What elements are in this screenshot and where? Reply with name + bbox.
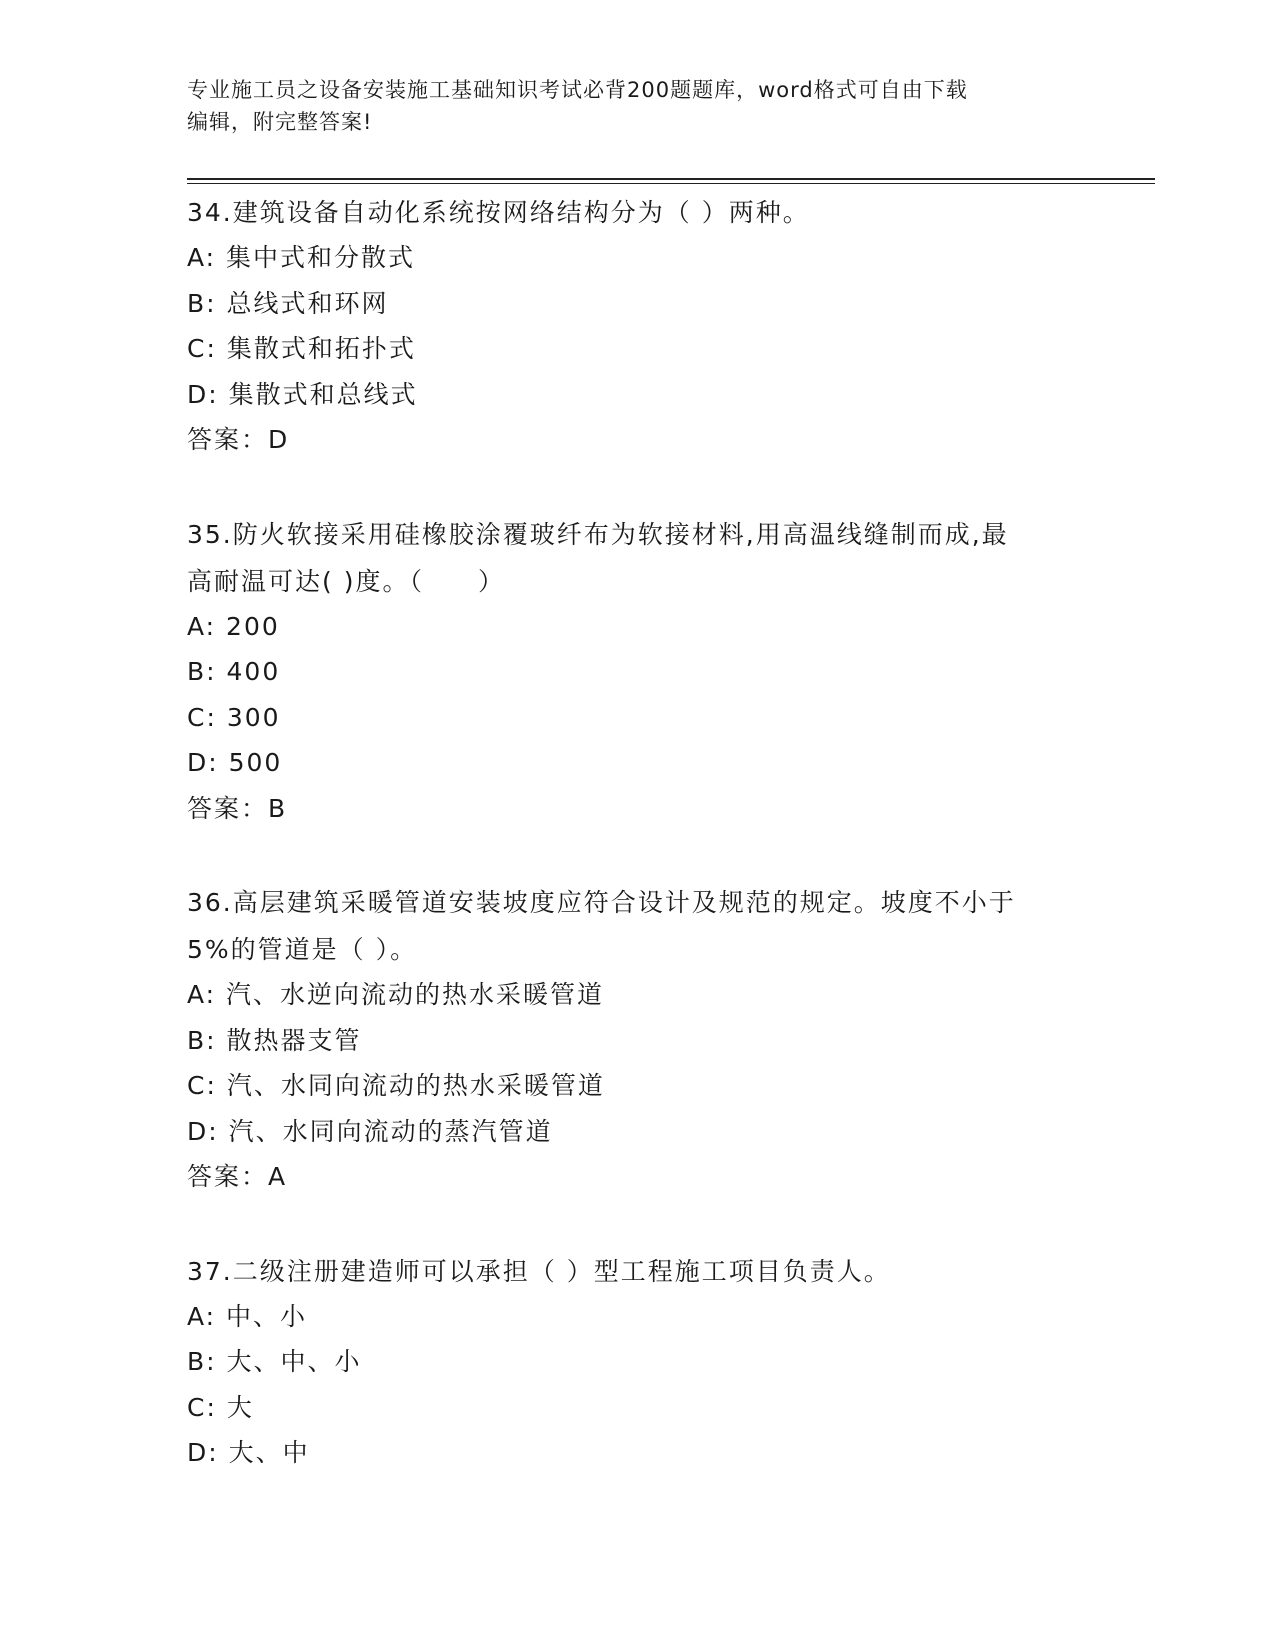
header-divider-thick [187,178,1155,180]
question-35 [187,510,1087,832]
spacer [187,1200,1087,1247]
option-b: B: 大、中、小 [187,1347,362,1376]
option-b: B: 400 [187,657,281,686]
question-list [187,188,1087,1476]
answer: 答案：B [187,793,288,823]
option-a: A: 集中式和分散式 [187,243,416,272]
answer: 答案：D [187,425,290,454]
question-37 [187,1247,1087,1476]
option-a: A: 中、小 [187,1301,308,1331]
question-36 [187,878,1087,1200]
option-d: D: 集散式和总线式 [187,379,418,409]
option-a: A: 汽、水逆向流动的热水采暖管道 [187,980,605,1009]
option-c: C: 大 [187,1392,254,1422]
spacer [187,831,1087,878]
question-text: 34.建筑设备自动化系统按网络结构分为（ ）两种。 [187,198,810,227]
question-text: 36.高层建筑采暖管道安装坡度应符合设计及规范的规定。坡度不小于 [187,888,1016,917]
question-text-continued: 5%的管道是（ ）。 [187,935,418,964]
question-34 [187,188,1087,463]
option-b: B: 散热器支管 [187,1025,362,1055]
option-c: C: 集散式和拓扑式 [187,334,416,363]
header-line-1: 专业施工员之设备安装施工基础知识考试必背200题题库，word格式可自由下载 [187,78,968,102]
option-a: A: 200 [187,611,280,641]
answer: 答案：A [187,1162,288,1191]
header-line-2: 编辑，附完整答案! [187,110,373,134]
question-text: 35.防火软接采用硅橡胶涂覆玻纤布为软接材料,用高温线缝制而成,最 [187,519,1009,549]
option-d: D: 汽、水同向流动的蒸汽管道 [187,1116,553,1146]
option-d: D: 大、中 [187,1438,310,1467]
question-text-continued: 高耐温可达( )度。（ ） [187,566,505,596]
spacer [187,463,1087,510]
option-d: D: 500 [187,748,283,777]
option-c: C: 汽、水同向流动的热水采暖管道 [187,1071,605,1100]
option-c: C: 300 [187,702,281,732]
option-b: B: 总线式和环网 [187,288,389,318]
question-text: 37.二级注册建造师可以承担（ ）型工程施工项目负责人。 [187,1256,891,1286]
document-header [187,74,1087,138]
header-divider-thin [187,183,1155,184]
